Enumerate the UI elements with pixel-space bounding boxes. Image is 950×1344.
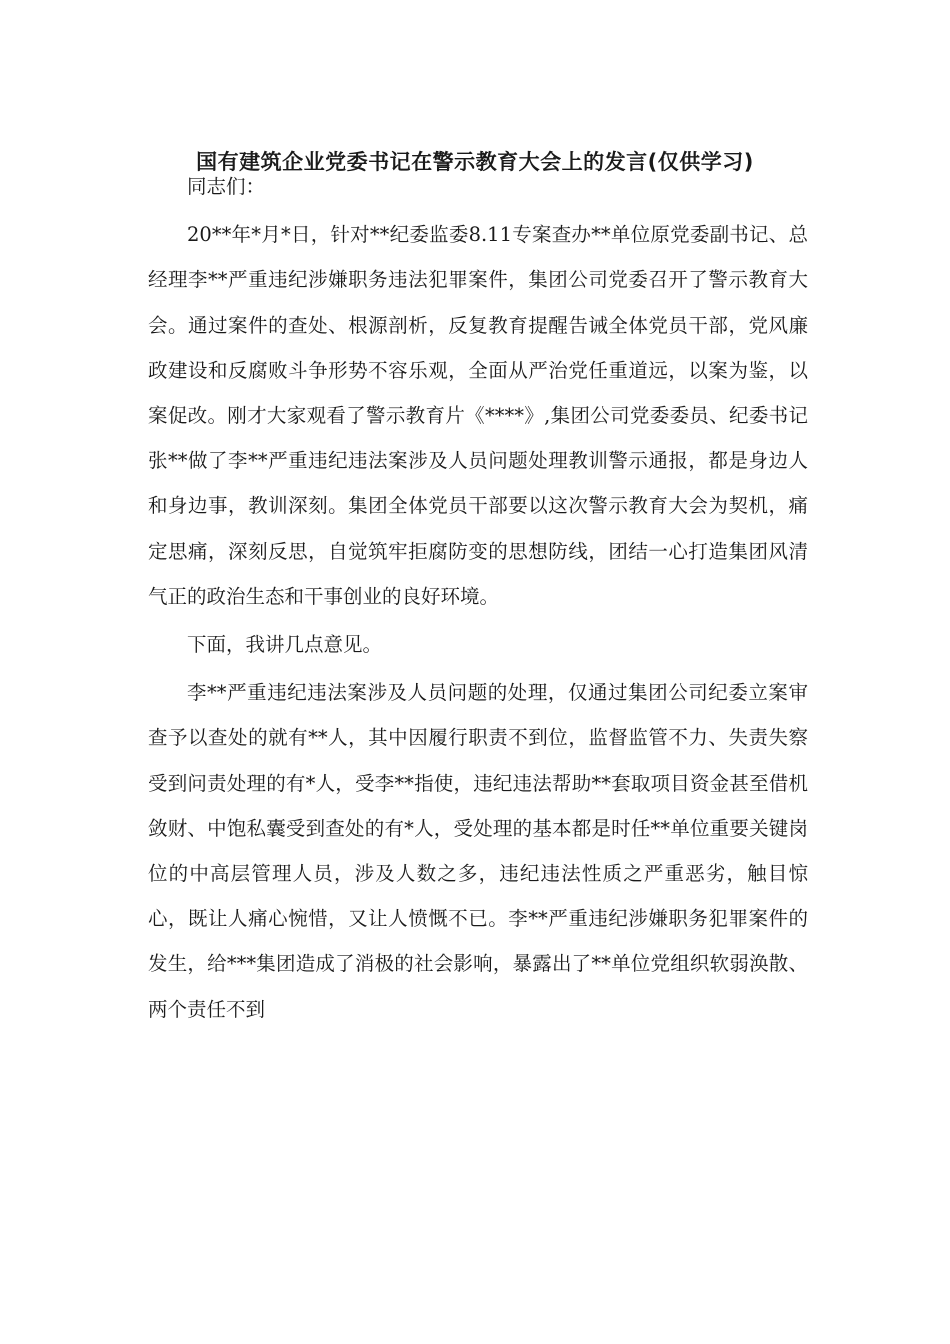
document-body xyxy=(148,164,808,1032)
body-paragraph: 李**严重违纪违法案涉及人员问题的处理，仅通过集团公司纪委立案审查予以查处的就有**人，其中因履行职责不到位，监督监管不力、失责失察受到问责处理的有*人，受李**指使，违纪违法帮助**套取项目资金甚至借机敛财、中饱私囊受到查处的有*人，受处理的基本都是时任**单位重要关键岗位的中高层管理人员，涉及人数之多，违纪违法性质之严重恶劣，触目惊心，既让人痛心惋惜，又让人愤慨不已。李**严重违纪涉嫌职务犯罪案件的发生，给***集团造成了消极的社会影响，暴露出了**单位党组织软弱涣散、两个责任不到 xyxy=(148,681,808,1021)
body-paragraph: 下面，我讲几点意见。 xyxy=(187,633,383,657)
salutation-paragraph: 同志们： xyxy=(187,175,266,198)
document-title: 国有建筑企业党委书记在警示教育大会上的发言(仅供学习) xyxy=(196,150,754,174)
body-paragraph: 20**年*月*日，针对**纪委监委8.11专案查办**单位原党委副书记、总经理李**严重违纪涉嫌职务违法犯罪案件，集团公司党委召开了警示教育大会。通过案件的查处、根源剖析，反复教育提醒告诫全体党员干部，党风廉政建设和反腐败斗争形势不容乐观，全面从严治党任重道远，以案为鉴，以案促改。刚才大家观看了警示教育片《****》,集团公司党委委员、纪委书记张**做了李**严重违纪违法案涉及人员问题处理教训警示通报，都是身边人和身边事，教训深刻。集团全体党员干部要以这次警示教育大会为契机，痛定思痛，深刻反思，自觉筑牢拒腐防变的思想防线，团结一心打造集团风清气正的政治生态和干事创业的良好环境。 xyxy=(148,223,808,608)
